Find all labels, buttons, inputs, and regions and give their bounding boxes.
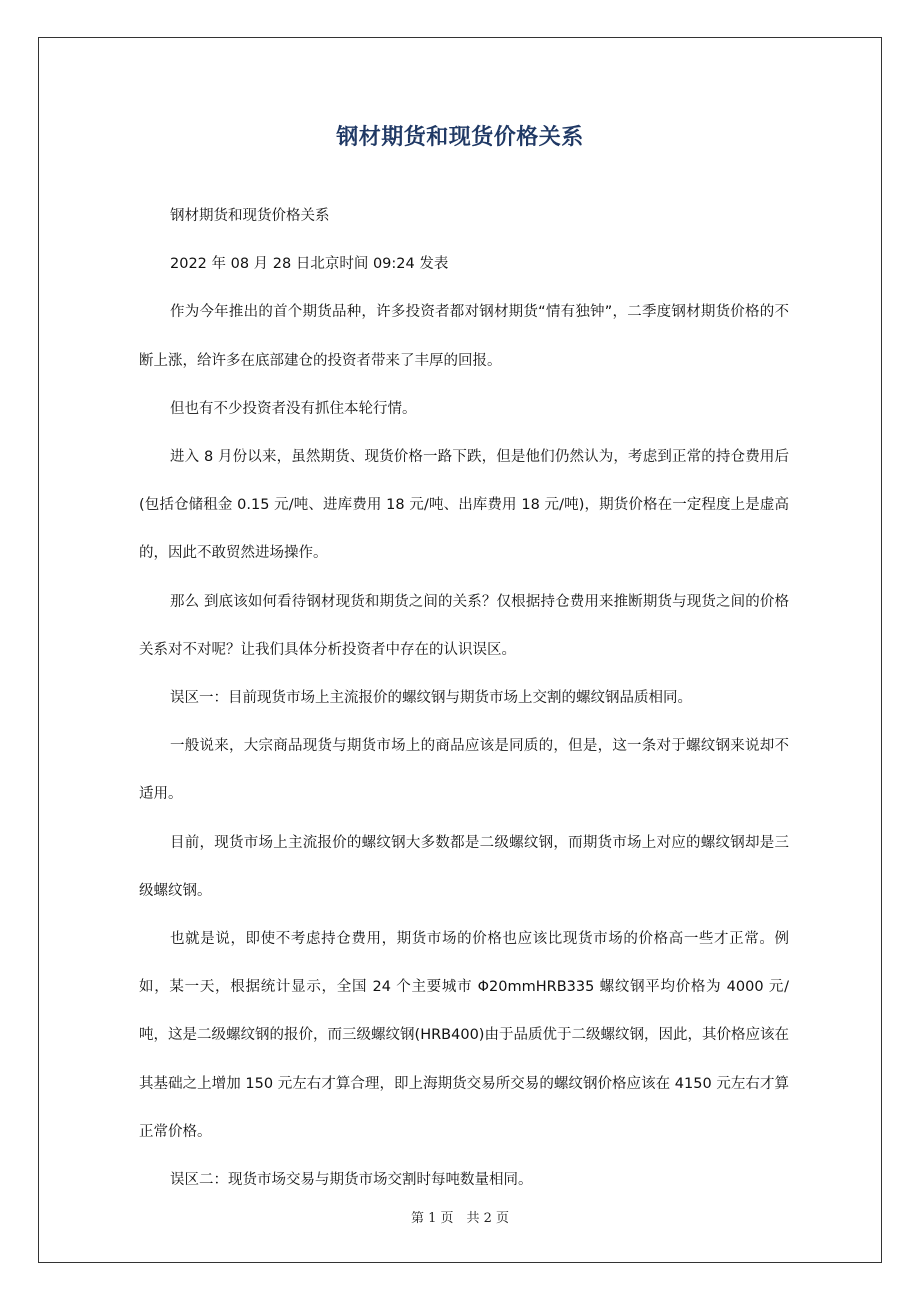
paragraph-date: 2022 年 08 月 28 日北京时间 09:24 发表 [170, 256, 449, 273]
page-number: 第 1 页 共 2 页 [410, 1211, 510, 1226]
paragraph: 那么 到底该如何看待钢材现货和期货之间的关系？仅根据持仓费用来推断期货与现货之间的价格关系对不对呢？让我们具体分析投资者中存在的认识误区。 [139, 593, 789, 658]
paragraph: 也就是说，即使不考虑持仓费用，期货市场的价格也应该比现货市场的价格高一些才正常。例如，某一天，根据统计显示，全国 24 个主要城市 Φ20mmHRB335 螺纹钢平均价格为 4000 元/吨，这是二级螺纹钢的报价，而三级螺纹钢(HRB400)由于品质优于二级螺纹钢，因此，其价格应该在其基础之上增加 150 元左右才算合理，即上海期货交易所交易的螺纹钢价格应该在 4150 元左右才算正常价格。 [139, 931, 789, 1140]
paragraph: 一般说来，大宗商品现货与期货市场上的商品应该是同质的，但是，这一条对于螺纹钢来说却不适用。 [139, 738, 789, 803]
document-body [139, 192, 789, 1204]
document-title: 钢材期货和现货价格关系 [336, 125, 584, 150]
paragraph-misconception-2: 误区二：现货市场交易与期货市场交割时每吨数量相同。 [170, 1172, 533, 1189]
paragraph: 目前，现货市场上主流报价的螺纹钢大多数都是二级螺纹钢，而期货市场上对应的螺纹钢却是三级螺纹钢。 [139, 834, 789, 899]
paragraph: 进入 8 月份以来，虽然期货、现货价格一路下跌，但是他们仍然认为，考虑到正常的持仓费用后(包括仓储租金 0.15 元/吨、进库费用 18 元/吨、出库费用 18 元/吨)，期货价格在一定程度上是虚高的，因此不敢贸然进场操作。 [139, 449, 789, 562]
paragraph: 但也有不少投资者没有抓住本轮行情。 [170, 400, 417, 417]
paragraph-subtitle: 钢材期货和现货价格关系 [170, 208, 330, 224]
paragraph-misconception-1: 误区一：目前现货市场上主流报价的螺纹钢与期货市场上交割的螺纹钢品质相同。 [170, 690, 692, 707]
paragraph: 作为今年推出的首个期货品种，许多投资者都对钢材期货“情有独钟”，二季度钢材期货价格的不断上涨，给许多在底部建仓的投资者带来了丰厚的回报。 [139, 304, 789, 369]
